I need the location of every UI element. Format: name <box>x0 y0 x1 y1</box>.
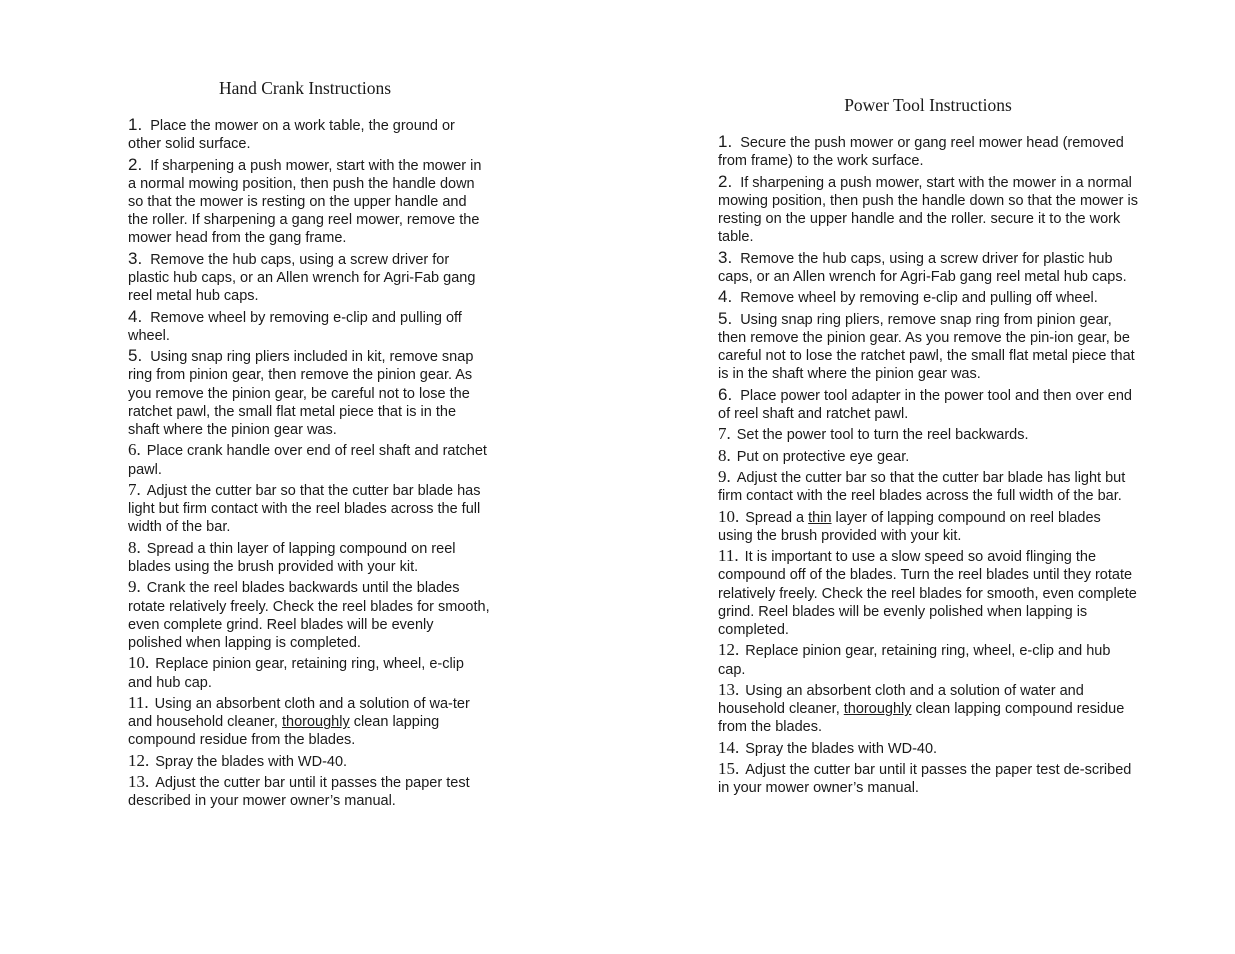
instruction-step <box>718 133 1138 170</box>
step-number: 10. <box>718 506 740 526</box>
instruction-step <box>718 641 1138 678</box>
instruction-step <box>128 578 490 652</box>
step-number: 15. <box>718 759 740 779</box>
instruction-step <box>718 173 1138 247</box>
step-number: 1. <box>718 132 733 151</box>
step-text: Set the power tool to turn the reel backwards. <box>736 427 1029 444</box>
step-number: 6. <box>718 384 733 404</box>
step-text: Using snap ring pliers included in kit, remove snap ring from pinion gear, then remove the pinion gear. As you remove the pinion gear, be careful not to lose the ratchet pawl, the small flat metal piece that is in the shaft where the pinion gear was. <box>128 349 474 438</box>
instruction-step <box>128 654 490 691</box>
instruction-step <box>128 116 490 153</box>
instruction-step <box>718 288 1138 307</box>
instruction-step <box>718 468 1138 505</box>
step-text: Adjust the cutter bar until it passes the paper test described in your mower owner’s manual. <box>128 775 470 810</box>
instruction-step <box>718 739 1138 758</box>
instruction-step <box>128 773 490 810</box>
step-text: Crank the reel blades backwards until the blades rotate relatively freely. Check the reel blades for smooth, even complete grind. Reel blades will be evenly polished when lapping is completed. <box>128 580 490 651</box>
step-number: 2. <box>718 171 733 191</box>
step-number: 10. <box>128 653 150 673</box>
step-number: 3. <box>718 247 733 267</box>
step-text: Place crank handle over end of reel shaft and ratchet pawl. <box>128 443 487 478</box>
step-number: 12. <box>128 750 150 770</box>
instruction-step <box>128 694 490 750</box>
step-number: 11. <box>718 546 739 566</box>
instruction-step <box>718 310 1138 384</box>
step-text: Remove the hub caps, using a screw driver for plastic hub caps, or an Allen wrench for Agri-Fab gang reel metal hub caps. <box>128 251 476 305</box>
step-text: Spread a thin layer of lapping compound on reel blades using the brush provided with your kit. <box>128 540 456 575</box>
power-tool-column <box>718 95 1138 800</box>
step-number: 4. <box>718 287 733 307</box>
step-number: 13. <box>128 772 150 792</box>
instruction-step <box>718 760 1138 797</box>
step-number: 9. <box>718 466 731 486</box>
instruction-step <box>128 347 490 439</box>
instruction-step <box>718 547 1138 639</box>
step-number: 2. <box>128 154 143 174</box>
step-text: If sharpening a push mower, start with the mower in a normal mowing position, then push the handle down so that the mower is resting on the upper handle and the roller. If sharpening a gang reel mower, remove the mower head from the gang frame. <box>128 157 482 247</box>
step-text: Spread a <box>745 509 809 526</box>
instruction-step <box>128 308 490 345</box>
instruction-step <box>718 447 1138 466</box>
step-number: 5. <box>718 308 733 328</box>
step-text: layer of lapping compound on reel blades using the brush provided with your kit. <box>718 509 1101 544</box>
instruction-step <box>128 539 490 576</box>
hand-crank-title: Hand Crank Instructions <box>218 78 392 98</box>
step-text: Secure the push mower or gang reel mower head (removed from frame) to the work surface. <box>718 135 1124 170</box>
step-text: clean lapping compound residue from the blades. <box>718 701 1125 736</box>
instruction-step <box>128 481 490 537</box>
step-underlined-word: thoroughly <box>282 714 350 731</box>
hand-crank-column <box>128 78 490 813</box>
step-number: 11. <box>128 692 149 712</box>
instruction-step <box>128 156 490 248</box>
step-text: Remove wheel by removing e-clip and pulling off wheel. <box>740 290 1098 307</box>
step-number: 1. <box>128 115 143 134</box>
step-number: 13. <box>718 679 740 699</box>
step-number: 7. <box>718 424 731 444</box>
instruction-step <box>718 681 1138 737</box>
instruction-step <box>128 441 490 478</box>
step-number: 3. <box>128 248 143 268</box>
step-text: It is important to use a slow speed so avoid flinging the compound off of the blades. Turn the reel blades until they rotate relatively freely. Check the reel blades for smooth, even complete grind. Reel blades will be evenly polished when lapping is completed. <box>718 549 1137 638</box>
step-text: Put on protective eye gear. <box>736 448 910 465</box>
instruction-step <box>718 386 1138 423</box>
step-text: Using an absorbent cloth and a solution of wa-ter and household cleaner, <box>128 695 470 731</box>
step-underlined-word: thoroughly <box>843 701 912 718</box>
instruction-step <box>128 250 490 306</box>
instruction-step <box>718 508 1138 545</box>
step-text: Using snap ring pliers, remove snap ring from pinion gear, then remove the pinion gear. As you remove the pin-ion gear, be careful not to lose the ratchet pawl, the small flat metal piece that is in the shaft where the pinion gear was. <box>718 311 1135 383</box>
instruction-step <box>718 249 1138 286</box>
step-text: Adjust the cutter bar so that the cutter bar blade has light but firm contact with the reel blades across the full width of the bar. <box>718 469 1126 505</box>
step-text: Spray the blades with WD-40. <box>155 753 348 770</box>
step-number: 4. <box>128 306 143 326</box>
step-text: Replace pinion gear, retaining ring, wheel, e-clip and hub cap. <box>718 643 1111 678</box>
step-number: 8. <box>128 537 141 557</box>
step-text: Remove the hub caps, using a screw driver for plastic hub caps, or an Allen wrench for Agri-Fab gang reel metal hub caps. <box>718 250 1127 285</box>
step-text: If sharpening a push mower, start with the mower in a normal mowing position, then push the handle down so that the mower is resting on the upper handle and the roller. secure it to the work table. <box>718 174 1138 246</box>
step-underlined-word: thin <box>808 509 832 526</box>
step-text: Place power tool adapter in the power tool and then over end of reel shaft and ratchet pawl. <box>718 387 1132 422</box>
step-text: Spray the blades with WD-40. <box>745 740 938 757</box>
step-number: 9. <box>128 577 141 597</box>
step-text: Remove wheel by removing e-clip and pulling off wheel. <box>128 309 462 344</box>
step-text: clean lapping compound residue from the blades. <box>128 714 440 749</box>
instruction-step <box>128 752 490 771</box>
step-text: Adjust the cutter bar so that the cutter bar blade has light but firm contact with the reel blades across the full width of the bar. <box>128 482 481 536</box>
step-text: Place the mower on a work table, the ground or other solid surface. <box>128 118 455 153</box>
step-number: 8. <box>718 445 731 465</box>
step-number: 5. <box>128 346 143 366</box>
hand-crank-steps <box>128 116 490 811</box>
power-tool-title: Power Tool Instructions <box>844 95 1012 115</box>
step-number: 12. <box>718 640 740 660</box>
instruction-step <box>718 425 1138 444</box>
step-text: Replace pinion gear, retaining ring, wheel, e-clip and hub cap. <box>128 656 464 691</box>
power-tool-steps <box>718 133 1138 798</box>
step-number: 14. <box>718 737 740 757</box>
step-number: 6. <box>128 440 141 460</box>
step-number: 7. <box>128 479 141 499</box>
step-text: Using an absorbent cloth and a solution of water and household cleaner, <box>718 682 1084 718</box>
step-text: Adjust the cutter bar until it passes the paper test de-scribed in your mower owner’s manual. <box>718 762 1132 797</box>
